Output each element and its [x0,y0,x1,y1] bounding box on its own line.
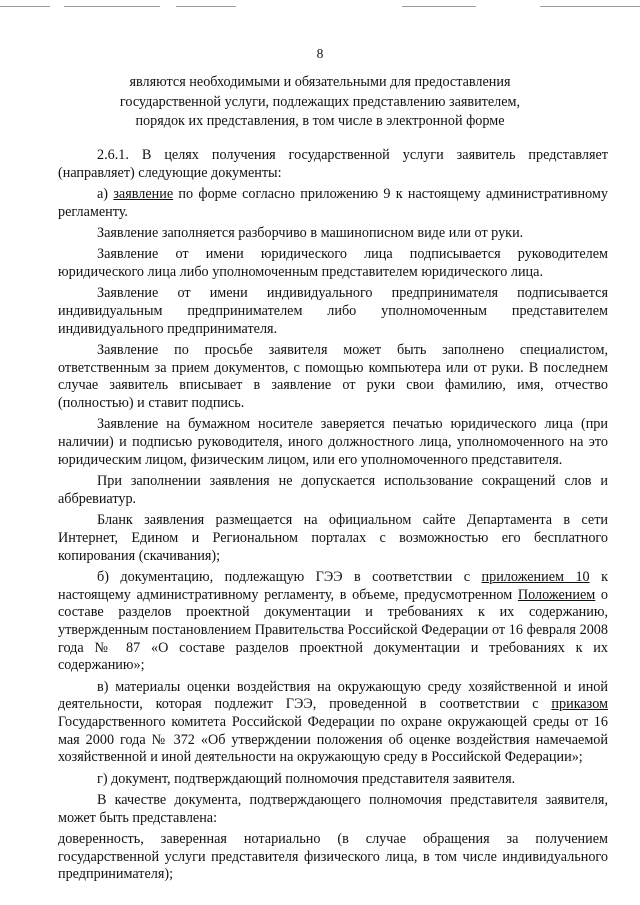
item-b-text: о составе разделов проектной документации и требованиях к их содержанию, утвержденным постановлением Правительства Российской Федерации от 16 февраля 2008 года № 87 «О составе разделов проектной документации и требованиях к их содержанию»; [58,586,609,674]
item-b-mid: к настоящему административному регламенту, в объеме, предусмотренном [58,568,608,603]
appendix-10-link[interactable]: приложением 10 [481,568,590,585]
heading-line-1: являются необходимыми и обязательными для предоставления [129,74,511,90]
paragraph-item-b [58,569,608,675]
paragraph-legal-entity: Заявление от имени юридического лица подписывается руководителем юридического лица либо уполномоченным представителем юридического лица. [58,246,608,280]
paragraph-specialist-fill: Заявление по просьбе заявителя может быть заполнено специалистом, ответственным за прием документов, с помощью компьютера или от руки. В последнем случае заявитель вписывает в заявление от руки свои фамилию, имя, отчество (полностью) и ставит подпись. [58,342,608,412]
order-link[interactable]: приказом [551,696,608,713]
paragraph-blank-form: Бланк заявления размещается на официальном сайте Департамента в сети Интернет, Едином и Региональном порталах с возможностью его бесплатного копирования (скачивания); [58,512,608,564]
document-body [58,147,608,888]
item-v-prefix: в) материалы оценки воздействия на окружающую среду хозяйственной и иной деятельности, которая подлежит ГЭЭ, проведенной в соответствии с [58,678,608,713]
paragraph-entrepreneur: Заявление от имени индивидуального предпринимателя подписывается индивидуальным предпринимателем либо уполномоченным представителем индивидуального предпринимателя. [58,285,608,337]
paragraph-power-of-attorney: доверенность, заверенная нотариально (в случае обращения за получением государственной услуги представителя физического лица, в том числе индивидуального предпринимателя); [58,831,608,883]
paragraph-item-g: г) документ, подтверждающий полномочия представителя заявителя. [97,770,516,787]
heading-line-2: государственной услуги, подлежащих представлению заявителем, [119,93,521,110]
paragraph-fill-manner: Заявление заполняется разборчиво в машинописном виде или от руки. [97,225,524,241]
paragraph-no-abbreviations: При заполнении заявления не допускается использование сокращений слов и аббревиатур. [58,473,608,507]
item-a-text: по форме согласно приложению 9 к настоящему административному регламенту. [58,186,608,220]
paragraph-authority-doc: В качестве документа, подтверждающего полномочия представителя заявителя, может быть представлена: [58,792,608,826]
section-heading [60,73,580,132]
paragraph-item-a [58,186,608,221]
heading-line-3: порядок их представления, в том числе в электронной форме [135,113,505,129]
page-number: 8 [316,46,324,61]
item-v-text: Государственного комитета Российской Федерации по охране окружающей среды от 16 мая 2000 года № 372 «Об утверждении положения об оценке воздействия намечаемой хозяйственной и иной деятельности на окружающую среду в Российской Федерации»; [58,714,608,766]
paragraph-paper-seal: Заявление на бумажном носителе заверяется печатью юридического лица (при наличии) и подписью руководителя, иного должностного лица, уполномоченного на это юридическим лицом, физическим лицом, или его уполномоченного представителя. [58,416,608,468]
paragraph-2-6-1: 2.6.1. В целях получения государственной услуги заявитель представляет (направляет) следующие документы: [58,147,608,181]
application-form-link[interactable]: заявление [113,186,174,202]
scan-top-edge [0,6,640,8]
item-a-prefix: а) [97,186,114,202]
regulation-link[interactable]: Положением [517,586,596,603]
paragraph-item-v [58,679,608,768]
item-b-prefix: б) документацию, подлежащую ГЭЭ в соответствии с [97,568,482,585]
